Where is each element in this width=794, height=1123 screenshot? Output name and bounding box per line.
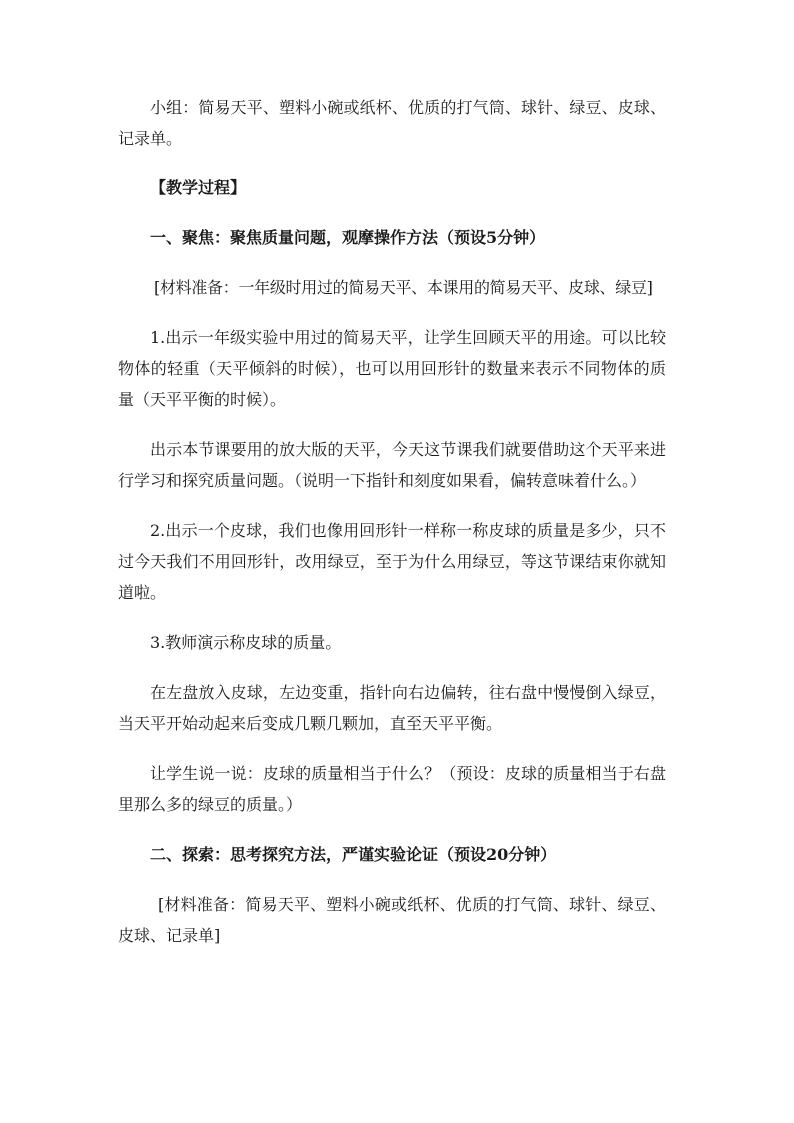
section-one-heading: 一、聚焦：聚焦质量问题，观摩操作方法（预设5分钟） xyxy=(150,228,546,247)
student-discussion-paragraph: 让学生说一说：皮球的质量相当于什么？（预设：皮球的质量相当于右盘里那么多的绿豆的质量。） xyxy=(118,764,666,814)
teaching-process-heading: 【教学过程】 xyxy=(150,178,247,197)
balance-intro-paragraph: 出示本节课要用的放大版的天平，今天这节课我们就要借助这个天平来进行学习和探究质量问题。（说明一下指针和刻度如果看，偏转意味着什么。） xyxy=(118,440,666,490)
step-three-paragraph: 3.教师演示称皮球的质量。 xyxy=(150,633,342,652)
materials-group-paragraph: 小组：简易天平、塑料小碗或纸杯、优质的打气筒、球针、绿豆、皮球、记录单。 xyxy=(118,98,666,148)
section-two-heading: 二、探索：思考探究方法，严谨实验论证（预设20分钟） xyxy=(150,845,557,864)
step-two-paragraph: 2.出示一个皮球，我们也像用回形针一样称一称皮球的质量是多少，只不过今天我们不用回形针，改用绿豆，至于为什么用绿豆，等这节课结束你就知道啦。 xyxy=(118,521,666,602)
demonstration-paragraph: 在左盘放入皮球，左边变重，指针向右边偏转，往右盘中慢慢倒入绿豆，当天平开始动起来后变成几颗几颗加，直至天平平衡。 xyxy=(118,683,666,733)
step-one-paragraph: 1.出示一年级实验中用过的简易天平，让学生回顾天平的用途。可以比较物体的轻重（天平倾斜的时候），也可以用回形针的数量来表示不同物体的质量（天平平衡的时候）。 xyxy=(118,328,666,409)
section-one-materials-note: [材料准备：一年级时用过的简易天平、本课用的简易天平、皮球、绿豆] xyxy=(154,278,653,297)
section-two-materials-note: [材料准备：简易天平、塑料小碗或纸杯、优质的打气筒、球针、绿豆、皮球、记录单] xyxy=(118,895,666,945)
